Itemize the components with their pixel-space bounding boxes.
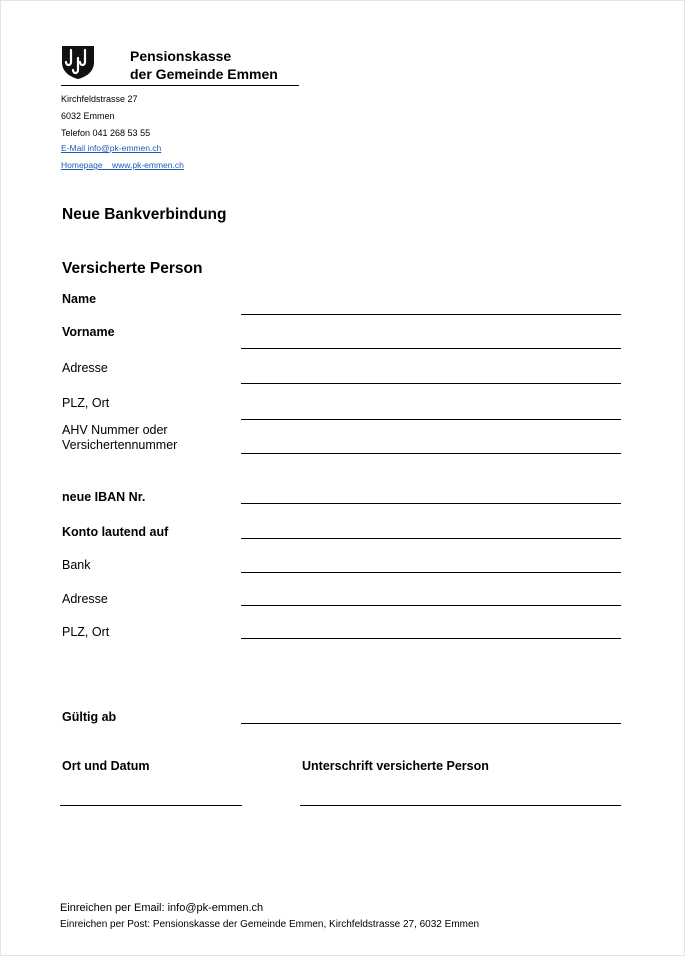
bank-label: Bank: [62, 558, 91, 572]
footer-post-line: Einreichen per Post: Pensionskasse der Gemeinde Emmen, Kirchfeldstrasse 27, 6032 Emmen: [60, 919, 480, 930]
city-address: 6032 Emmen: [61, 111, 115, 121]
iban-label: neue IBAN Nr.: [62, 490, 146, 504]
email-link[interactable]: E-Mail info@pk-emmen.ch: [61, 143, 162, 153]
org-line-1: Pensionskasse: [130, 48, 232, 64]
iban-field[interactable]: [241, 503, 621, 504]
name-field[interactable]: [241, 314, 621, 315]
bank-field[interactable]: [241, 572, 621, 573]
phone-number: Telefon 041 268 53 55: [61, 128, 151, 138]
bank-plz-ort-field[interactable]: [241, 638, 621, 639]
header-rule: [61, 85, 299, 86]
ahv-field[interactable]: [241, 453, 621, 454]
gueltig-ab-field[interactable]: [241, 723, 621, 724]
coat-of-arms-icon: [61, 45, 95, 79]
unterschrift-field[interactable]: [300, 805, 621, 806]
section-heading-person: Versicherte Person: [62, 260, 203, 277]
organization-name: [130, 47, 278, 83]
ahv-label: [62, 423, 177, 453]
org-line-2: der Gemeinde Emmen: [130, 66, 278, 82]
ahv-label-line-2: Versichertennummer: [62, 438, 178, 452]
adresse-field[interactable]: [241, 383, 621, 384]
konto-field[interactable]: [241, 538, 621, 539]
konto-label: Konto lautend auf: [62, 525, 169, 539]
name-label: Name: [62, 292, 97, 306]
ort-datum-field[interactable]: [60, 805, 242, 806]
bank-plz-ort-label: PLZ, Ort: [62, 625, 110, 639]
gueltig-ab-label: Gültig ab: [62, 710, 117, 724]
bank-adresse-field[interactable]: [241, 605, 621, 606]
ort-datum-label: Ort und Datum: [62, 759, 150, 773]
vorname-label: Vorname: [62, 325, 115, 339]
plz-ort-field[interactable]: [241, 419, 621, 420]
vorname-field[interactable]: [241, 348, 621, 349]
bank-adresse-label: Adresse: [62, 592, 108, 606]
ahv-label-line-1: AHV Nummer oder: [62, 423, 168, 437]
plz-ort-label: PLZ, Ort: [62, 396, 110, 410]
adresse-label: Adresse: [62, 361, 108, 375]
form-title: Neue Bankverbindung: [62, 206, 227, 223]
street-address: Kirchfeldstrasse 27: [61, 94, 138, 104]
unterschrift-label: Unterschrift versicherte Person: [302, 759, 489, 773]
footer-email-line: Einreichen per Email: info@pk-emmen.ch: [60, 902, 264, 914]
homepage-link[interactable]: Homepage www.pk-emmen.ch: [61, 160, 184, 170]
